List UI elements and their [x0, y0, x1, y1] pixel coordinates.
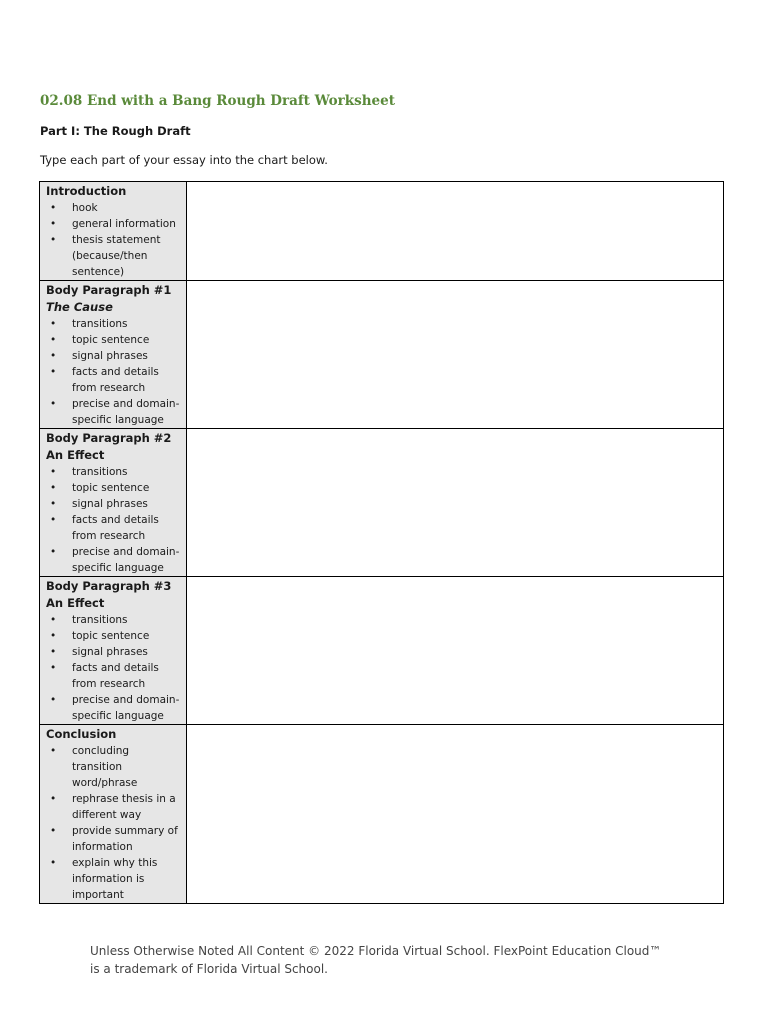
worksheet-title: 02.08 End with a Bang Rough Draft Worksheet: [40, 93, 395, 109]
list-item: • facts and details from research: [50, 366, 159, 394]
list-item: • transitions: [50, 614, 128, 626]
bullet-icon: •: [50, 482, 57, 494]
section-label-cell: [40, 577, 187, 725]
list-item: • topic sentence: [50, 334, 150, 346]
bullet-icon: •: [50, 498, 57, 510]
bullet-icon: •: [50, 202, 57, 214]
list-item: • rephrase thesis in a different way: [50, 793, 176, 821]
section-label-cell: [40, 182, 187, 281]
bullet-icon: •: [50, 745, 57, 757]
bullet-list: [46, 743, 182, 903]
section-label-cell: [40, 429, 187, 577]
bullet-list: [46, 200, 182, 280]
list-item: • facts and details from research: [50, 514, 159, 542]
bullet-list: [46, 612, 182, 724]
copyright-footer: [90, 942, 661, 978]
bullet-icon: •: [50, 234, 57, 246]
bullet-icon: •: [50, 793, 57, 805]
bullet-icon: •: [50, 546, 57, 558]
table-row-body-paragraph-2: [40, 429, 724, 577]
table-row-introduction: [40, 182, 724, 281]
section-heading: Body Paragraph #2: [46, 431, 172, 445]
list-item: • provide summary of information: [50, 825, 178, 853]
list-item: • precise and domain- specific language: [50, 694, 180, 722]
list-item: • precise and domain- specific language: [50, 546, 180, 574]
instruction-text: Type each part of your essay into the chart below.: [40, 153, 328, 167]
answer-cell-body-paragraph-1[interactable]: [187, 281, 724, 429]
section-heading: Introduction: [46, 184, 127, 198]
table-row-body-paragraph-1: [40, 281, 724, 429]
bullet-icon: •: [50, 630, 57, 642]
bullet-icon: •: [50, 466, 57, 478]
bullet-icon: •: [50, 218, 57, 230]
list-item: • precise and domain- specific language: [50, 398, 180, 426]
table-row-body-paragraph-3: [40, 577, 724, 725]
section-subheading: An Effect: [46, 448, 105, 462]
bullet-icon: •: [50, 350, 57, 362]
section-heading: Body Paragraph #3: [46, 579, 172, 593]
section-subheading: An Effect: [46, 596, 105, 610]
section-label-cell: [40, 281, 187, 429]
bullet-icon: •: [50, 398, 57, 410]
list-item: • transitions: [50, 466, 128, 478]
bullet-icon: •: [50, 646, 57, 658]
section-heading: Conclusion: [46, 727, 117, 741]
list-item: • general information: [50, 218, 176, 230]
list-item: • signal phrases: [50, 350, 148, 362]
bullet-list: [46, 464, 182, 576]
bullet-icon: •: [50, 366, 57, 378]
bullet-icon: •: [50, 514, 57, 526]
answer-cell-body-paragraph-2[interactable]: [187, 429, 724, 577]
answer-cell-body-paragraph-3[interactable]: [187, 577, 724, 725]
part-heading: Part I: The Rough Draft: [40, 124, 191, 138]
list-item: • explain why this information is important: [50, 857, 158, 901]
table-row-conclusion: [40, 725, 724, 904]
bullet-icon: •: [50, 857, 57, 869]
bullet-icon: •: [50, 662, 57, 674]
answer-cell-conclusion[interactable]: [187, 725, 724, 904]
bullet-list: [46, 316, 182, 428]
list-item: • facts and details from research: [50, 662, 159, 690]
list-item: • transitions: [50, 318, 128, 330]
section-label-cell: [40, 725, 187, 904]
list-item: • hook: [50, 202, 98, 214]
list-item: • signal phrases: [50, 646, 148, 658]
list-item: • concluding transition word/phrase: [50, 745, 138, 789]
bullet-icon: •: [50, 318, 57, 330]
list-item: • signal phrases: [50, 498, 148, 510]
rough-draft-table: [39, 181, 724, 904]
bullet-icon: •: [50, 694, 57, 706]
footer-line-1: Unless Otherwise Noted All Content © 2022 Florida Virtual School. FlexPoint Education Cloud™: [90, 944, 662, 958]
list-item: • topic sentence: [50, 482, 150, 494]
answer-cell-introduction[interactable]: [187, 182, 724, 281]
section-subheading: The Cause: [46, 300, 113, 314]
bullet-icon: •: [50, 825, 57, 837]
bullet-icon: •: [50, 614, 57, 626]
list-item: • topic sentence: [50, 630, 150, 642]
list-item: • thesis statement (because/then sentence): [50, 234, 161, 278]
footer-line-2: is a trademark of Florida Virtual School.: [90, 962, 328, 976]
bullet-icon: •: [50, 334, 57, 346]
section-heading: Body Paragraph #1: [46, 283, 172, 297]
